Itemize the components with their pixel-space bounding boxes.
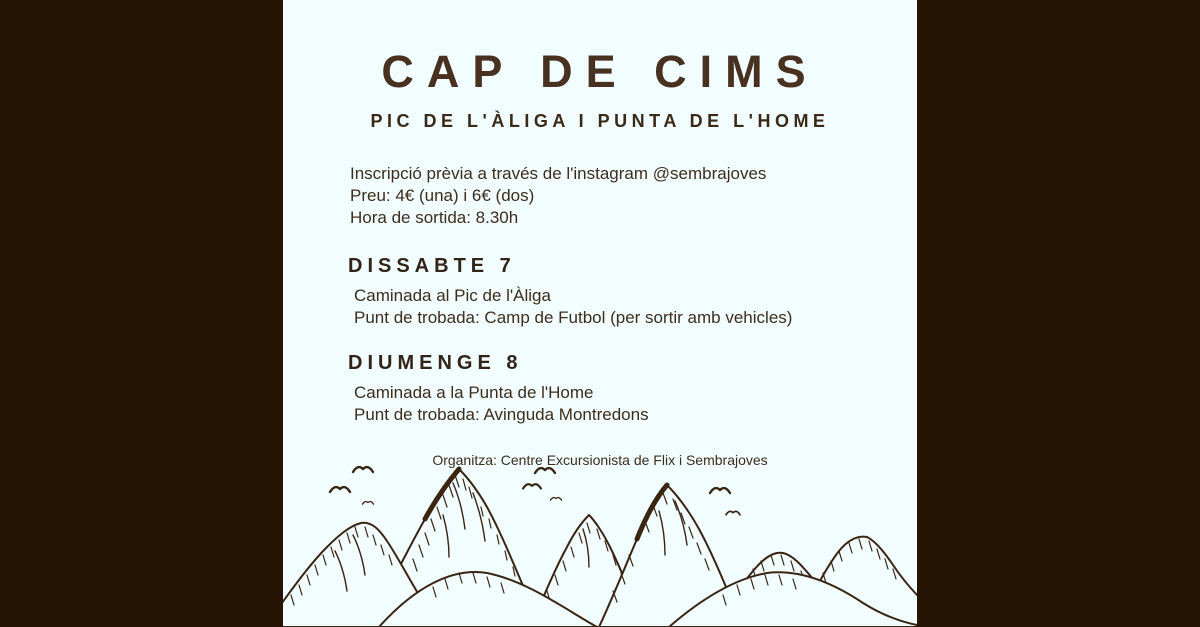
organizer-line: Organitza: Centre Excursionista de Flix i Sembrajoves [432,452,768,468]
day-heading-dissabte: DISSABTE 7 [348,255,516,277]
poster-subtitle: PIC DE L'ÀLIGA I PUNTA DE L'HOME [370,111,830,131]
day-line-meeting-point: Punt de trobada: Avinguda Montredons [354,405,649,424]
info-line-departure: Hora de sortida: 8.30h [350,208,519,227]
info-line-inscription: Inscripció prèvia a través de l'instagram @sembrajoves [350,164,767,183]
info-block [350,163,917,229]
poster-panel [283,0,917,627]
poster-title: CAP DE CIMS [381,46,819,97]
day-lines-diumenge [354,382,917,426]
day-line-hike: Caminada a la Punta de l'Home [354,383,594,402]
day-line-meeting-point: Punt de trobada: Camp de Futbol (per sortir amb vehicles) [354,308,793,327]
day-heading-diumenge: DIUMENGE 8 [348,352,523,374]
mountain-illustration [283,455,917,627]
info-line-price: Preu: 4€ (una) i 6€ (dos) [350,186,535,205]
day-lines-dissabte [354,285,917,329]
day-line-hike: Caminada al Pic de l'Àliga [354,286,551,305]
